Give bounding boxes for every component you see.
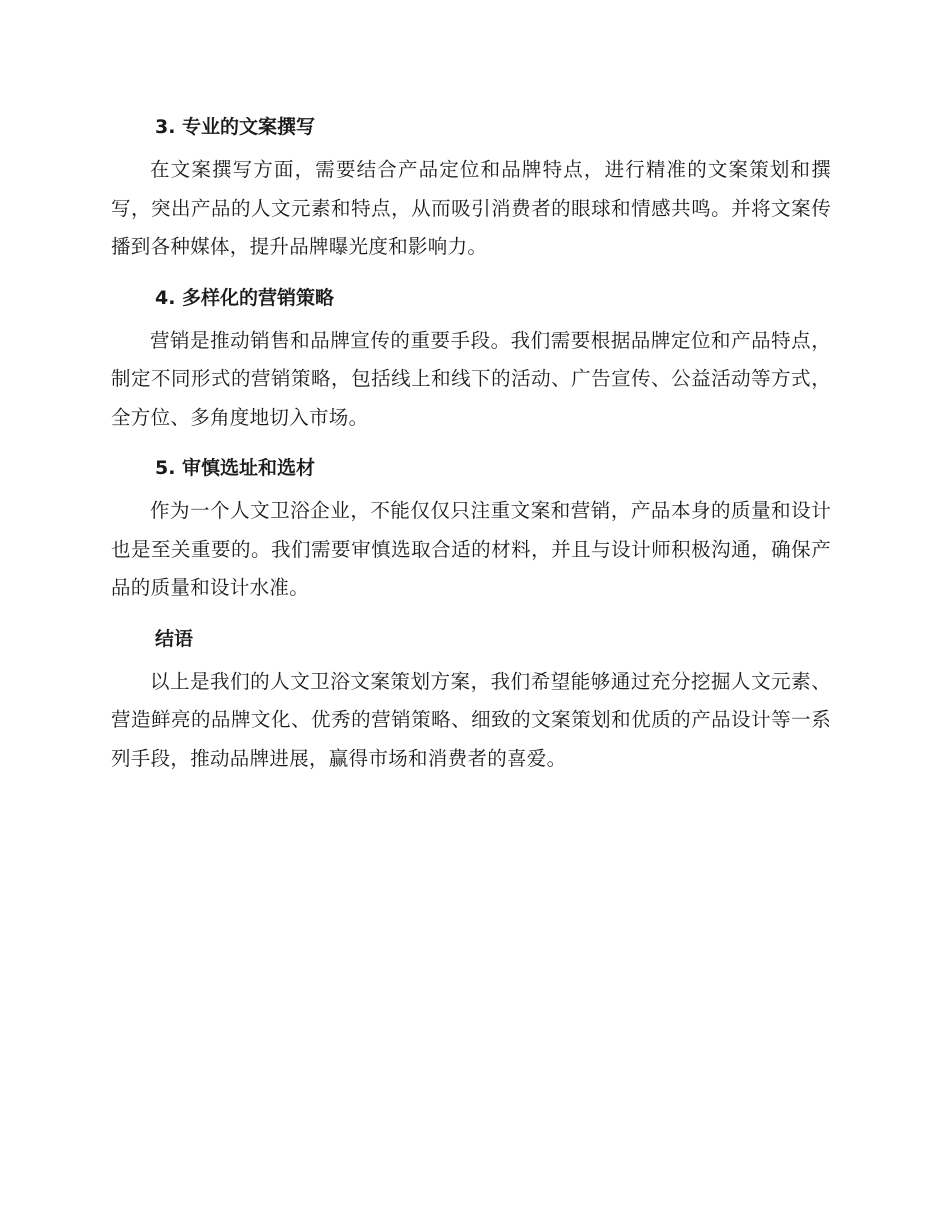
section-heading: 结语 <box>155 627 194 650</box>
section-heading: 5. 审慎选址和选材 <box>155 457 316 479</box>
section-paragraph: 营销是推动销售和品牌宣传的重要手段。我们需要根据品牌定位和产品特点，制定不同形式的营销策略，包括线上和线下的活动、广告宣传、公益活动等方式，全方位、多角度地切入市场。 <box>111 328 831 429</box>
document-body <box>111 108 831 790</box>
section-conclusion <box>111 620 831 779</box>
section-copywriting <box>111 108 831 267</box>
section-marketing <box>111 279 831 438</box>
section-paragraph: 在文案撰写方面，需要结合产品定位和品牌特点，进行精准的文案策划和撰写，突出产品的人文元素和特点，从而吸引消费者的眼球和情感共鸣。并将文案传播到各种媒体，提升品牌曝光度和影响力。 <box>111 158 831 258</box>
section-paragraph: 以上是我们的人文卫浴文案策划方案，我们希望能够通过充分挖掘人文元素、营造鲜亮的品牌文化、优秀的营销策略、细致的文案策划和优质的产品设计等一系列手段，推动品牌进展，赢得市场和消费者的喜爱。 <box>111 669 831 770</box>
section-heading: 4. 多样化的营销策略 <box>155 286 335 309</box>
section-heading: 3. 专业的文案撰写 <box>155 116 316 138</box>
section-paragraph: 作为一个人文卫浴企业，不能仅仅只注重文案和营销，产品本身的质量和设计也是至关重要的。我们需要审慎选取合适的材料，并且与设计师积极沟通，确保产品的质量和设计水准。 <box>111 499 831 599</box>
section-materials <box>111 449 831 608</box>
